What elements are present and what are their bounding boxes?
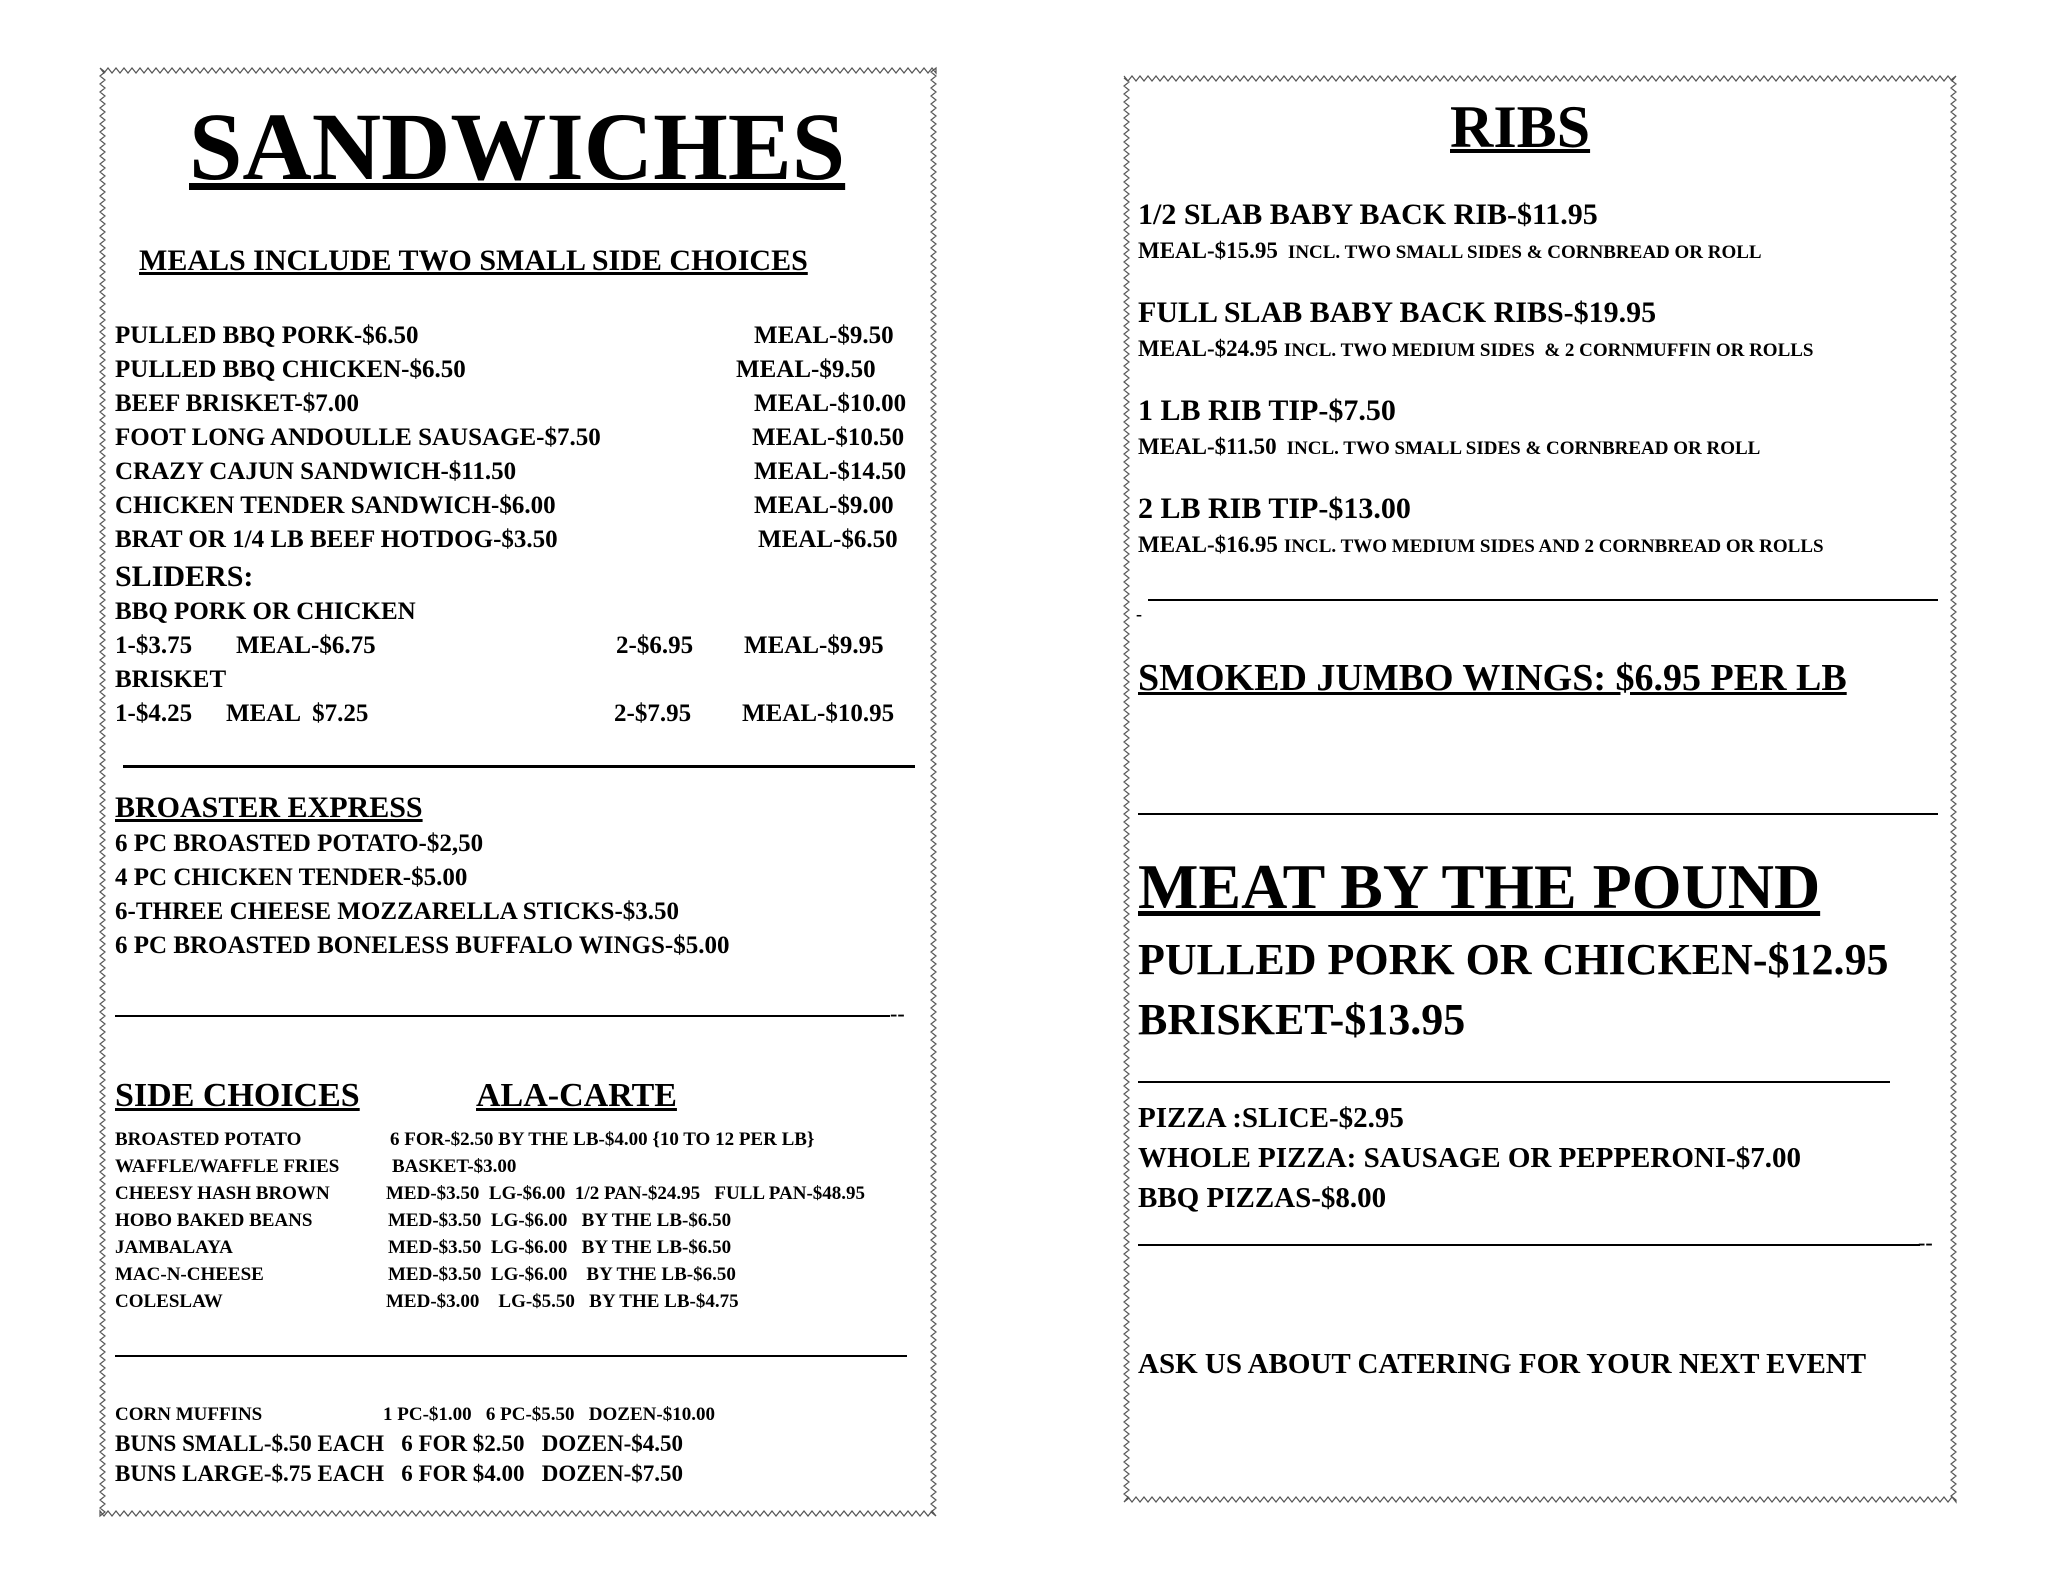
side-name: WAFFLE/WAFFLE FRIES <box>115 1156 340 1177</box>
sandwich-meal: MEAL-$9.50 <box>754 322 894 349</box>
slider-group-name: BRISKET <box>115 666 227 693</box>
buns-item: BUNS SMALL-$.50 EACH 6 FOR $2.50 DOZEN-$4.50 <box>115 1431 684 1456</box>
slider-two-meal: MEAL-$10.95 <box>742 700 895 727</box>
sandwich-meal: MEAL-$10.50 <box>752 424 905 451</box>
corn-muffins-name: CORN MUFFINS <box>115 1404 263 1425</box>
side-name: MAC-N-CHEESE <box>115 1264 264 1285</box>
broaster-item: 6 PC BROASTED POTATO-$2,50 <box>115 830 484 857</box>
side-name: BROASTED POTATO <box>115 1129 302 1150</box>
zigzag-border <box>1120 72 1960 1506</box>
side-name: COLESLAW <box>115 1291 223 1312</box>
side-price: MED-$3.00 LG-$5.50 BY THE LB-$4.75 <box>386 1291 739 1312</box>
meals-note: MEALS INCLUDE TWO SMALL SIDE CHOICES <box>139 244 808 277</box>
wings-heading: SMOKED JUMBO WINGS: $6.95 PER LB <box>1138 657 1847 699</box>
sandwich-item: CHICKEN TENDER SANDWICH-$6.00 <box>115 492 556 519</box>
side-choices-heading: SIDE CHOICES <box>115 1077 360 1114</box>
rib-meal-note: INCL. TWO MEDIUM SIDES & 2 CORNMUFFIN OR ROLLS <box>1283 340 1814 361</box>
side-name: JAMBALAYA <box>115 1237 233 1258</box>
meat-item: PULLED PORK OR CHICKEN-$12.95 <box>1138 935 1889 984</box>
rib-meal-note: INCL. TWO SMALL SIDES & CORNBREAD OR ROLL <box>1287 242 1762 263</box>
divider <box>1138 1081 1890 1083</box>
rib-meal-price: MEAL-$16.95 <box>1138 532 1278 557</box>
side-price: MED-$3.50 LG-$6.00 BY THE LB-$6.50 <box>388 1210 732 1231</box>
divider <box>1148 599 1938 601</box>
rib-meal-price: MEAL-$15.95 <box>1138 238 1278 263</box>
sliders-heading: SLIDERS: <box>115 560 254 593</box>
sandwich-item: FOOT LONG ANDOULLE SAUSAGE-$7.50 <box>115 424 601 451</box>
stray-dash: - <box>1136 604 1142 624</box>
divider <box>1138 1244 1920 1246</box>
slider-group-name: BBQ PORK OR CHICKEN <box>115 598 416 625</box>
sandwich-item: PULLED BBQ CHICKEN-$6.50 <box>115 356 466 383</box>
slider-one: 1-$4.25 <box>115 700 193 727</box>
catering-note: ASK US ABOUT CATERING FOR YOUR NEXT EVENT <box>1138 1348 1867 1380</box>
rib-item: 2 LB RIB TIP-$13.00 <box>1138 492 1411 525</box>
slider-two: 2-$7.95 <box>614 700 692 727</box>
rib-meal-note: INCL. TWO SMALL SIDES & CORNBREAD OR ROLL <box>1286 438 1761 459</box>
sandwich-meal: MEAL-$9.50 <box>736 356 876 383</box>
broaster-item: 6-THREE CHEESE MOZZARELLA STICKS-$3.50 <box>115 898 680 925</box>
slider-one: 1-$3.75 <box>115 632 193 659</box>
broaster-heading: BROASTER EXPRESS <box>115 791 423 824</box>
rib-meal-price: MEAL-$11.50 <box>1138 434 1277 459</box>
rib-item: 1/2 SLAB BABY BACK RIB-$11.95 <box>1138 198 1598 231</box>
pizza-item: WHOLE PIZZA: SAUSAGE OR PEPPERONI-$7.00 <box>1138 1142 1802 1174</box>
slider-two-meal: MEAL-$9.95 <box>744 632 884 659</box>
side-price: MED-$3.50 LG-$6.00 BY THE LB-$6.50 <box>388 1264 736 1285</box>
broaster-item: 6 PC BROASTED BONELESS BUFFALO WINGS-$5.00 <box>115 932 730 959</box>
pizza-item: PIZZA :SLICE-$2.95 <box>1138 1102 1404 1134</box>
side-price: MED-$3.50 LG-$6.00 1/2 PAN-$24.95 FULL PAN-$48.95 <box>386 1183 866 1204</box>
side-price: 6 FOR-$2.50 BY THE LB-$4.00 {10 TO 12 PER LB} <box>390 1129 815 1150</box>
rib-meal <box>1138 336 1814 362</box>
rib-meal-note: INCL. TWO MEDIUM SIDES AND 2 CORNBREAD OR ROLLS <box>1283 536 1824 557</box>
sandwich-item: BEEF BRISKET-$7.00 <box>115 390 360 417</box>
side-price: MED-$3.50 LG-$6.00 BY THE LB-$6.50 <box>388 1237 732 1258</box>
side-name: CHEESY HASH BROWN <box>115 1183 330 1204</box>
rib-item: 1 LB RIB TIP-$7.50 <box>1138 394 1396 427</box>
buns-item: BUNS LARGE-$.75 EACH 6 FOR $4.00 DOZEN-$7.50 <box>115 1461 684 1486</box>
meat-title: MEAT BY THE POUND <box>1138 851 1821 922</box>
alacarte-heading: ALA-CARTE <box>476 1077 677 1114</box>
ribs-title: RIBS <box>1450 94 1591 160</box>
pizza-item: BBQ PIZZAS-$8.00 <box>1138 1182 1387 1214</box>
rib-meal <box>1138 238 1762 264</box>
slider-one-meal: MEAL-$6.75 <box>236 632 376 659</box>
divider-tail: -- <box>890 1001 905 1026</box>
divider <box>115 1355 907 1357</box>
meat-item: BRISKET-$13.95 <box>1138 995 1466 1044</box>
rib-item: FULL SLAB BABY BACK RIBS-$19.95 <box>1138 296 1657 329</box>
sandwich-meal: MEAL-$10.00 <box>754 390 907 417</box>
broaster-item: 4 PC CHICKEN TENDER-$5.00 <box>115 864 468 891</box>
side-price: BASKET-$3.00 <box>392 1156 517 1177</box>
slider-one-meal: MEAL $7.25 <box>226 700 369 727</box>
sandwich-item: CRAZY CAJUN SANDWICH-$11.50 <box>115 458 517 485</box>
sandwich-item: BRAT OR 1/4 LB BEEF HOTDOG-$3.50 <box>115 526 558 553</box>
sandwich-item: PULLED BBQ PORK-$6.50 <box>115 322 419 349</box>
side-name: HOBO BAKED BEANS <box>115 1210 313 1231</box>
ribs-panel <box>1120 72 1960 1506</box>
divider <box>123 765 915 768</box>
slider-two: 2-$6.95 <box>616 632 694 659</box>
rib-meal <box>1138 434 1760 460</box>
rib-meal <box>1138 532 1824 558</box>
corn-muffins-price: 1 PC-$1.00 6 PC-$5.50 DOZEN-$10.00 <box>383 1404 715 1425</box>
rib-meal-price: MEAL-$24.95 <box>1138 336 1278 361</box>
sandwich-meal: MEAL-$9.00 <box>754 492 894 519</box>
sandwiches-panel <box>96 64 940 1520</box>
sandwiches-title: SANDWICHES <box>189 93 846 200</box>
divider <box>1138 813 1938 815</box>
divider-tail: -- <box>1918 1230 1933 1255</box>
sandwich-meal: MEAL-$6.50 <box>758 526 898 553</box>
sandwich-meal: MEAL-$14.50 <box>754 458 907 485</box>
divider <box>115 1015 890 1017</box>
